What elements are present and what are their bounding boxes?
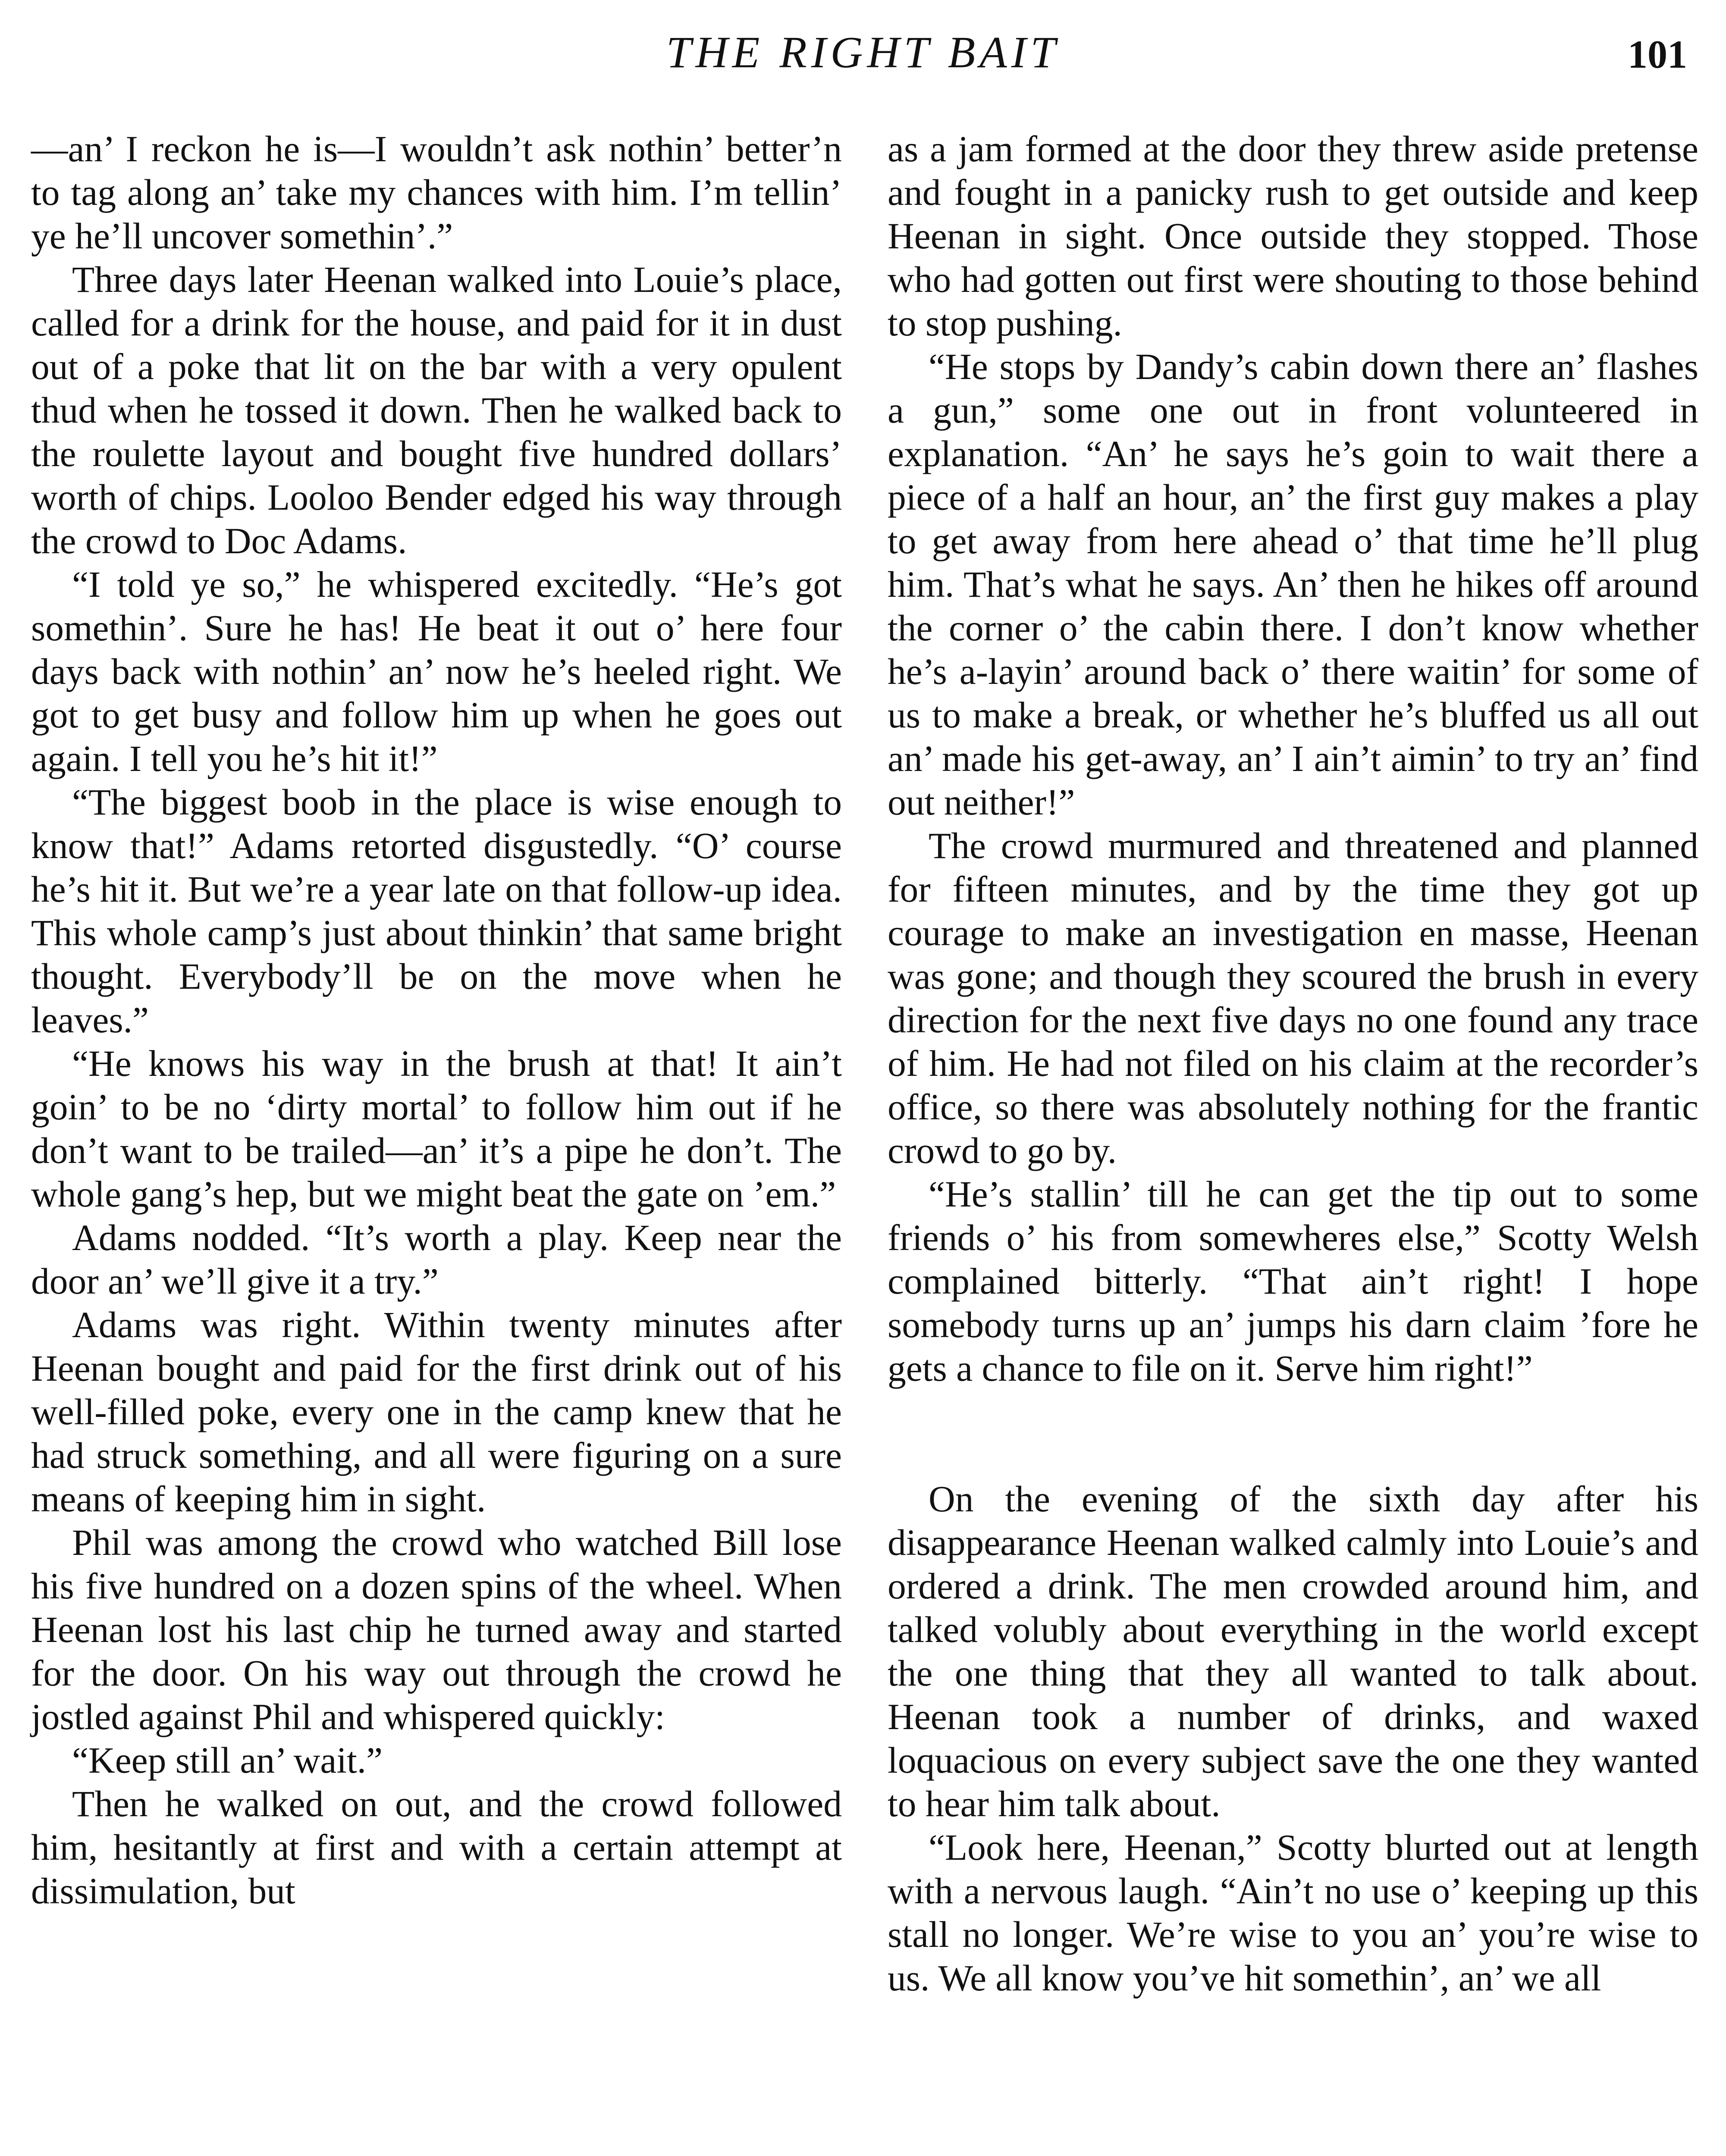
paragraph: “He’s stallin’ till he can get the tip out to some friends o’ his from somewheres else,” Scotty Welsh complained bitterly. “That ain’t right! I hope somebody turns up an’ jumps his darn claim ’fore he gets a chance to file on it. Serve him right!” bbox=[888, 1174, 1698, 1389]
paragraph: as a jam formed at the door they threw aside pretense and fought in a panicky rush to get outside and keep Heenan in sight. Once outside they stopped. Those who had gotten out first were shouting to those behind to stop pushing. bbox=[888, 129, 1698, 344]
paragraph: Then he walked on out, and the crowd followed him, hesitantly at first and with a certain attempt at dissimulation, but bbox=[31, 1784, 842, 1912]
paragraph: “The biggest boob in the place is wise enough to know that!” Adams retorted disgustedly. “O’ course he’s hit it. But we’re a year late on that follow-up idea. This whole camp’s just about thinkin’ that same bright thought. Everybody’ll be on the move when he leaves.” bbox=[31, 782, 842, 1040]
paragraph: Phil was among the crowd who watched Bill lose his five hundred on a dozen spins of the wheel. When Heenan lost his last chip he turned away and started for the door. On his way out through the crowd he jostled against Phil and whispered quickly: bbox=[31, 1523, 842, 1737]
paragraph: “He knows his way in the brush at that! It ain’t goin’ to be no ‘dirty mortal’ to follow him out if he don’t want to be trailed—an’ it’s a pipe he don’t. The whole gang’s hep, but we might beat the gate on ’em.” bbox=[31, 1044, 842, 1215]
paragraph: On the evening of the sixth day after his disappearance Heenan walked calmly into Louie’s and ordered a drink. The men crowded around him, and talked volubly about everything in the world except the one thing that they all wanted to talk about. Heenan took a number of drinks, and waxed loquacious on every subject save the one they wanted to hear him talk about. bbox=[888, 1479, 1698, 1824]
paragraph: —an’ I reckon he is—I wouldn’t ask nothin’ better’n to tag along an’ take my chances with him. I’m tellin’ ye he’ll uncover somethin’.” bbox=[31, 129, 842, 257]
left-column bbox=[31, 128, 842, 1913]
right-column bbox=[888, 128, 1698, 2000]
paragraph: “I told ye so,” he whispered excitedly. “He’s got somethin’. Sure he has! He beat it out o’ here four days back with nothin’ an’ now he’s heeled right. We got to get busy and follow him up when he goes out again. I tell you he’s hit it!” bbox=[31, 564, 842, 779]
paragraph: “Keep still an’ wait.” bbox=[72, 1740, 383, 1781]
paragraph: “Look here, Heenan,” Scotty blurted out at length with a nervous laugh. “Ain’t no use o’ keeping up this stall no longer. We’re wise to you an’ you’re wise to us. We all know you’ve hit somethin’, an’ we all bbox=[888, 1827, 1698, 1999]
section-break bbox=[888, 1391, 1698, 1478]
paragraph: “He stops by Dandy’s cabin down there an’ flashes a gun,” some one out in front volunteered in explanation. “An’ he says he’s goin to wait there a piece of a half an hour, an’ the first guy makes a play to get away from here ahead o’ that time he’ll plug him. That’s what he says. An’ then he hikes off around the corner o’ the cabin there. I don’t know whether he’s a-layin’ around back o’ there waitin’ for some of us to make a break, or whether he’s bluffed us all out an’ made his get-away, an’ I ain’t aimin’ to try an’ find out neither!” bbox=[888, 347, 1698, 823]
paragraph: The crowd murmured and threatened and planned for fifteen minutes, and by the time they got up courage to make an investigation en masse, Heenan was gone; and though they scoured the brush in every direction for the next five days no one found any trace of him. He had not filed on his claim at the recorder’s office, so there was absolutely nothing for the frantic crowd to go by. bbox=[888, 826, 1698, 1171]
page-number: 101 bbox=[1628, 32, 1687, 76]
paragraph: Three days later Heenan walked into Louie’s place, called for a drink for the house, and paid for it in dust out of a poke that lit on the bar with a very opulent thud when he tossed it down. Then he walked back to the roulette layout and bought five hundred dollars’ worth of chips. Looloo Bender edged his way through the crowd to Doc Adams. bbox=[31, 260, 842, 561]
running-title: THE RIGHT BAIT bbox=[666, 28, 1060, 77]
paragraph: Adams was right. Within twenty minutes after Heenan bought and paid for the first drink out of his well-filled poke, every one in the camp knew that he had struck something, and all were figuring on a sure means of keeping him in sight. bbox=[31, 1305, 842, 1520]
paragraph: Adams nodded. “It’s worth a play. Keep near the door an’ we’ll give it a try.” bbox=[31, 1218, 842, 1302]
